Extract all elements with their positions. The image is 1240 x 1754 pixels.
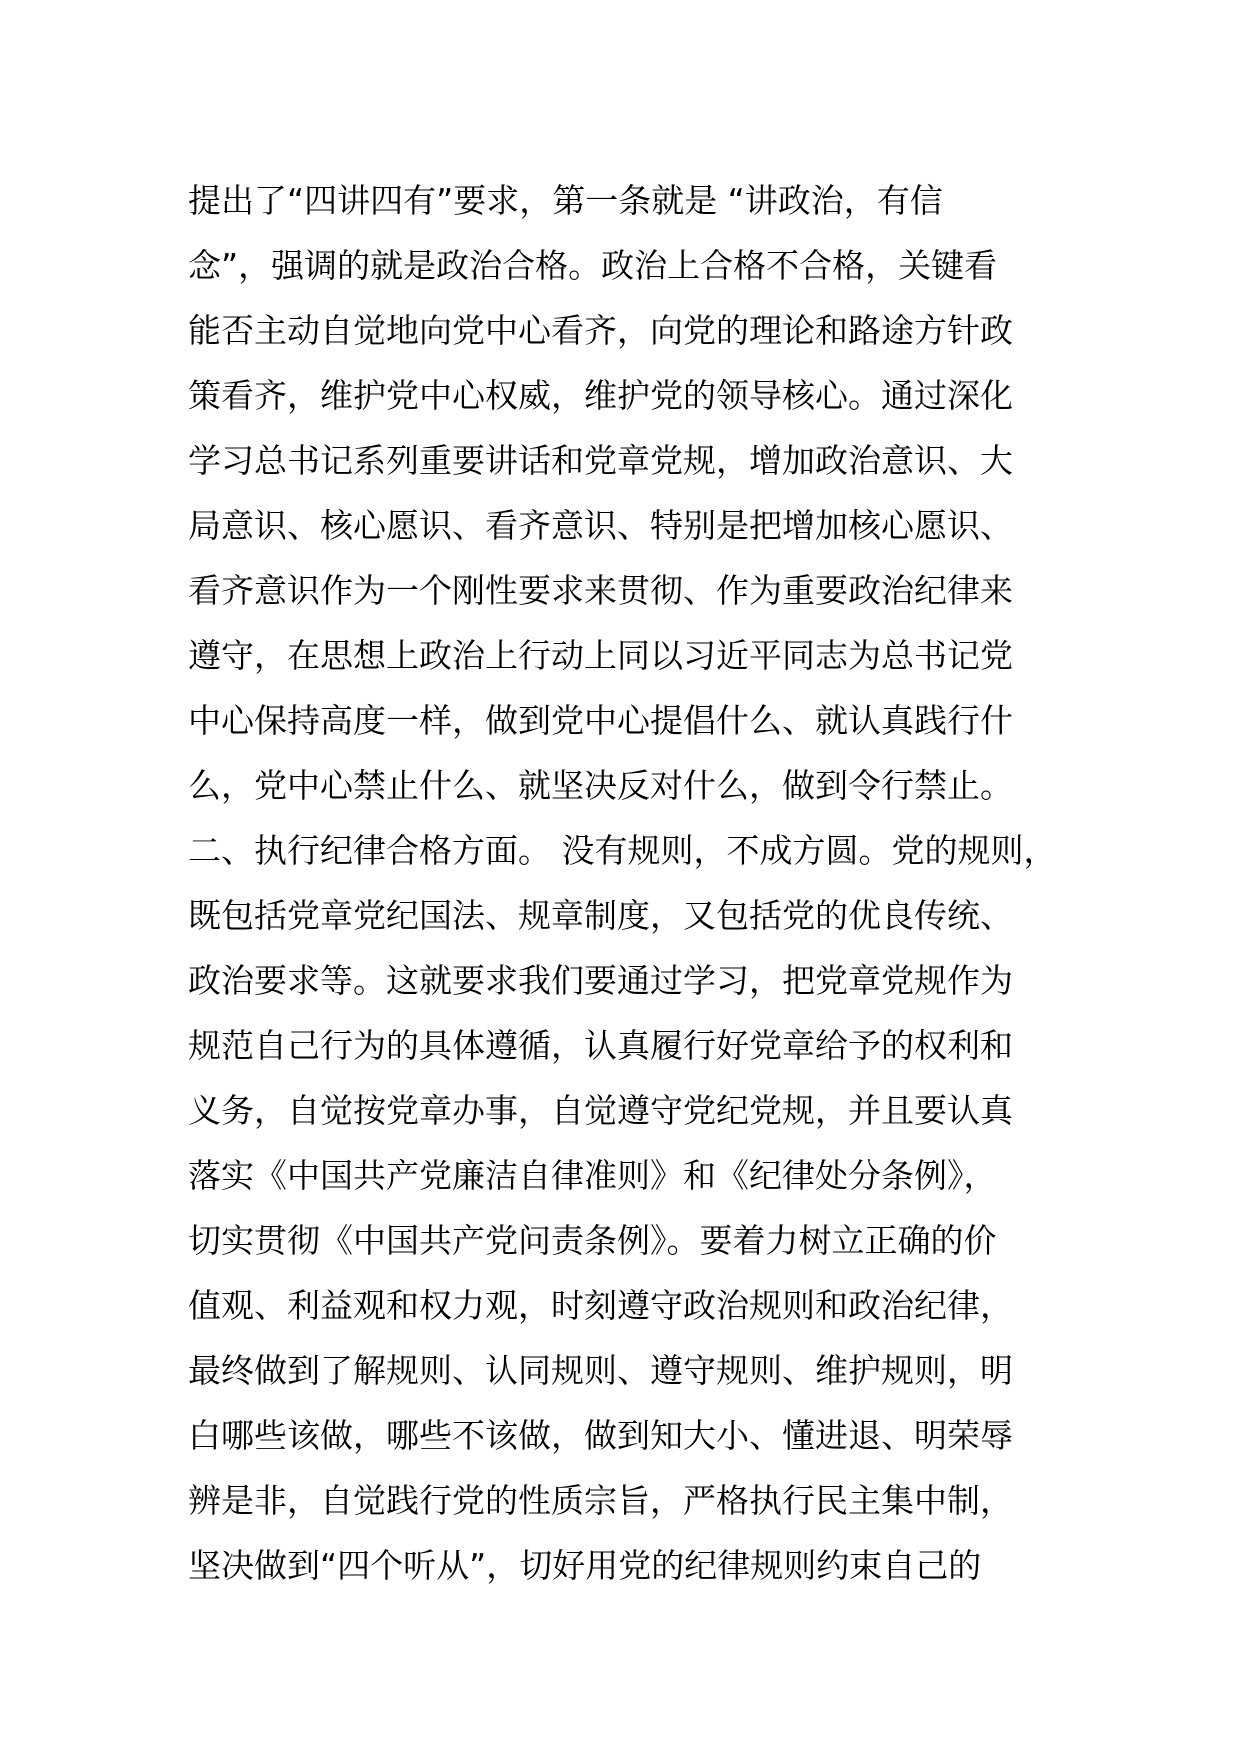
text-line: 策看齐，维护党中心权威，维护党的领导核心。通过深化 xyxy=(188,376,1013,415)
text-line: 遵守，在思想上政治上行动上同以习近平同志为总书记党 xyxy=(188,636,1013,675)
text-line: 中心保持高度一样，做到党中心提倡什么、就认真践行什 xyxy=(188,701,1013,740)
text-line: 提出了“四讲四有”要求，第一条就是 “讲政治，有信 xyxy=(188,181,943,220)
text-line: 局意识、核心愿识、看齐意识、特别是把增加核心愿识、 xyxy=(188,506,1013,545)
text-line: 落实《中国共产党廉洁自律准则》和《纪律处分条例》， xyxy=(188,1156,997,1195)
text-line: 看齐意识作为一个刚性要求来贯彻、作为重要政治纪律来 xyxy=(188,571,1013,610)
text-line: 义务，自觉按党章办事，自觉遵守党纪党规，并且要认真 xyxy=(188,1091,1013,1130)
text-line: 二、执行纪律合格方面。 没有规则，不成方圆。党的规则， xyxy=(188,831,1057,870)
text-line: 能否主动自觉地向党中心看齐，向党的理论和路途方针政 xyxy=(188,311,1013,350)
text-line: 切实贯彻《中国共产党问责条例》。要着力树立正确的价 xyxy=(188,1221,997,1260)
text-line: 最终做到了解规则、认同规则、遵守规则、维护规则，明 xyxy=(188,1351,1013,1390)
text-line: 坚决做到“四个听从”，切好用党的纪律规则约束自己的 xyxy=(188,1546,982,1585)
text-line: 念”，强调的就是政治合格。政治上合格不合格，关键看 xyxy=(188,246,998,285)
text-line: 既包括党章党纪国法、规章制度，又包括党的优良传统、 xyxy=(188,896,1013,935)
text-line: 政治要求等。这就要求我们要通过学习，把党章党规作为 xyxy=(188,961,1013,1000)
text-line: 白哪些该做，哪些不该做，做到知大小、懂进退、明荣辱 xyxy=(188,1416,1013,1455)
text-line: 学习总书记系列重要讲话和党章党规，增加政治意识、大 xyxy=(188,441,1013,480)
text-line: 规范自己行为的具体遵循，认真履行好党章给予的权利和 xyxy=(188,1026,1013,1065)
text-line: 辨是非，自觉践行党的性质宗旨，严格执行民主集中制， xyxy=(188,1481,1013,1520)
text-line: 值观、利益观和权力观，时刻遵守政治规则和政治纪律， xyxy=(188,1286,1013,1325)
text-line: 么，党中心禁止什么、就坚决反对什么，做到令行禁止。 xyxy=(188,766,1013,805)
body-text xyxy=(188,168,1088,1598)
